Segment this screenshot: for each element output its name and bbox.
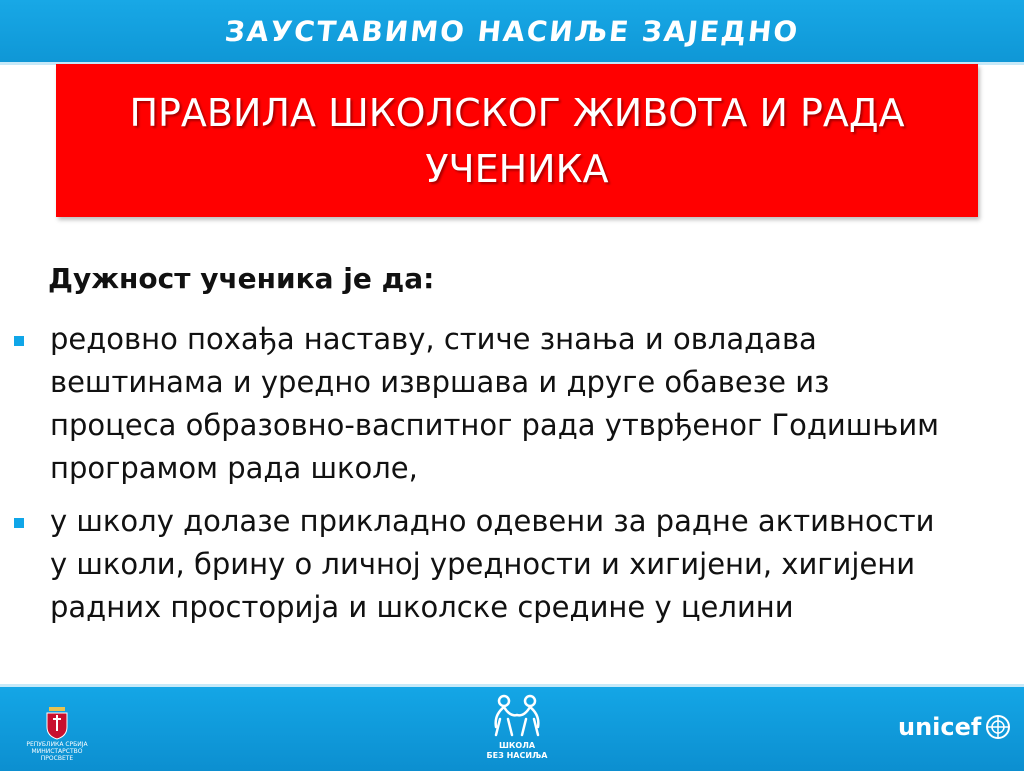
children-figures-icon bbox=[482, 693, 552, 739]
school-logo-caption bbox=[482, 741, 552, 761]
slide-title-box bbox=[56, 64, 978, 217]
unicef-wordmark: unicef bbox=[898, 713, 982, 741]
slide-title-line-1: ПРАВИЛА ШКОЛСКОГ ЖИВОТА И РАДА bbox=[129, 90, 905, 135]
bullet-text: у школу долазе прикладно одевени за радне активности у школи, брину о личној уредности и хигијени, хигијени радних просторија и школске средине у целини bbox=[50, 504, 935, 624]
coat-of-arms-icon bbox=[22, 703, 92, 741]
content-subheading: Дужност ученика је да: bbox=[48, 262, 435, 295]
banner-slogan: ЗАУСТАВИМО НАСИЉЕ ЗАЈЕДНО bbox=[223, 14, 801, 48]
square-bullet-icon bbox=[14, 336, 24, 346]
unicef-logo bbox=[898, 713, 1012, 741]
gov-logo-caption: РЕПУБЛИКА СРБИЈА МИНИСТАРСТВО ПРОСВЕТЕ bbox=[26, 741, 88, 762]
school-without-violence-logo bbox=[482, 693, 552, 767]
bullet-text: редовно похађа наставу, стиче знања и овладава вештинама и уредно извршава и друге обавезе из процеса образовно-васпитног рада утврђеног Годишњим програмом рада школе, bbox=[50, 322, 940, 485]
top-banner bbox=[0, 0, 1024, 65]
school-logo-line-2: БЕЗ НАСИЉА bbox=[486, 751, 548, 760]
unicef-globe-icon bbox=[984, 713, 1012, 741]
bottom-banner bbox=[0, 684, 1024, 771]
school-logo-line-1: ШКОЛА bbox=[498, 741, 536, 750]
square-bullet-icon bbox=[14, 518, 24, 528]
serbia-coat-of-arms-logo bbox=[22, 703, 92, 762]
slide-title-line-2: УЧЕНИКА bbox=[425, 146, 609, 191]
